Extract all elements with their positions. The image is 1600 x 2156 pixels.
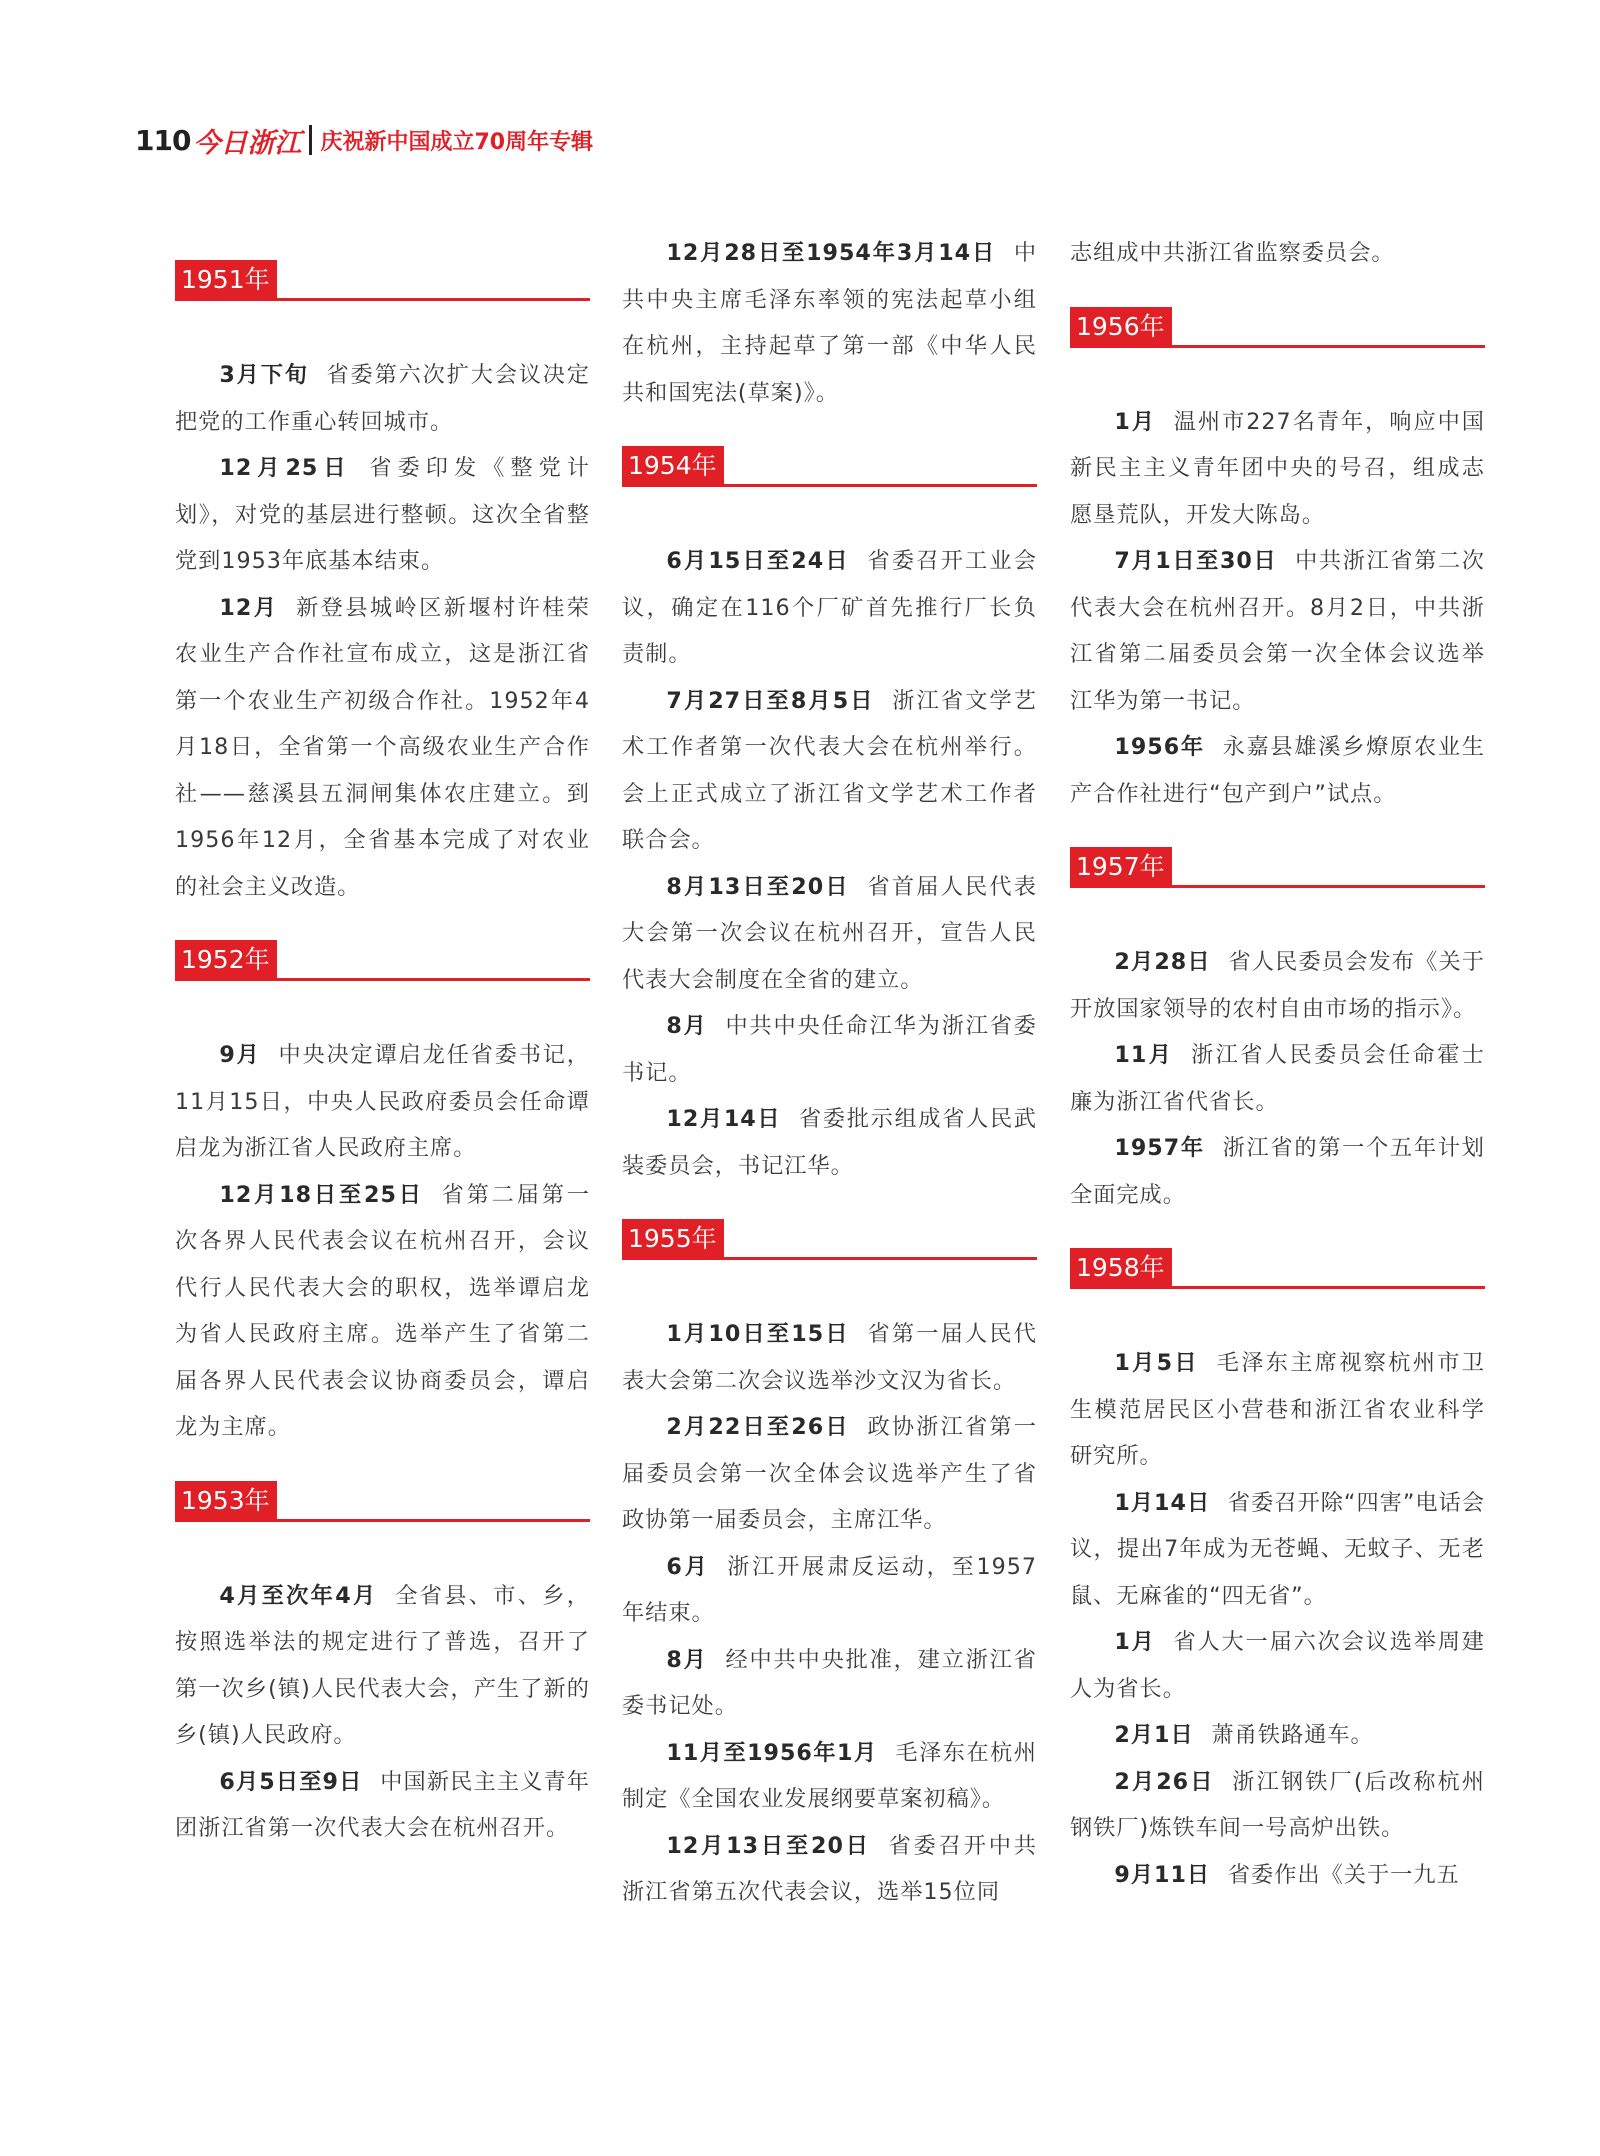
timeline-entry	[1070, 1032, 1485, 1125]
timeline-entry	[175, 1573, 590, 1759]
entry-text: 省委批示组成省人民武装委员会，书记江华。	[622, 1106, 1037, 1179]
timeline-entry	[622, 1730, 1037, 1823]
entry-text: 新登县城岭区新堰村许桂荣农业生产合作社宣布成立，这是浙江省第一个农业生产初级合作社。1952年4月18日，全省第一个高级农业生产合作社——慈溪县五洞闸集体农庄建立。到1956年12月，全省基本完成了对农业的社会主义改造。	[175, 594, 590, 900]
entry-text: 省委第六次扩大会议决定把党的工作重心转回城市。	[175, 362, 590, 435]
year-rule	[1070, 345, 1485, 348]
timeline-entry	[622, 230, 1037, 416]
year-heading	[175, 940, 590, 980]
entry-date: 8月	[666, 1646, 708, 1673]
entry-date: 12月13日至20日	[666, 1832, 871, 1859]
year-label: 1956年	[1070, 307, 1172, 347]
timeline-entry	[175, 445, 590, 585]
timeline-entry	[1070, 1759, 1485, 1852]
entry-date: 2月1日	[1114, 1722, 1194, 1748]
year-rule	[175, 298, 590, 301]
entry-date: 1月5日	[1114, 1350, 1199, 1376]
timeline-entry	[175, 1032, 590, 1172]
entry-text: 志组成中共浙江省监察委员会。	[1070, 240, 1395, 266]
timeline-entry	[1070, 1125, 1485, 1218]
year-label: 1955年	[622, 1219, 724, 1259]
year-heading	[622, 1219, 1037, 1259]
entry-date: 3月下旬	[219, 362, 309, 388]
entry-date: 11月至1956年1月	[666, 1739, 878, 1766]
timeline-entry	[622, 678, 1037, 864]
year-label: 1952年	[175, 940, 277, 980]
entry-text: 毛泽东主席视察杭州市卫生模范居民区小营巷和浙江省农业科学研究所。	[1070, 1350, 1485, 1469]
entry-text: 省首届人民代表大会第一次会议在杭州召开，宣告人民代表大会制度在全省的建立。	[622, 873, 1037, 993]
entry-date: 1月	[1114, 408, 1156, 435]
year-heading	[175, 1481, 590, 1521]
entry-text: 浙江省人民委员会任命霍士廉为浙江省代省长。	[1070, 1042, 1485, 1115]
column-2	[622, 230, 1037, 1916]
timeline-entry	[622, 1311, 1037, 1404]
column-1	[175, 230, 590, 1852]
entry-text: 省委召开工业会议，确定在116个厂矿首先推行厂长负责制。	[622, 548, 1037, 667]
year-label: 1953年	[175, 1481, 277, 1521]
year-heading	[1070, 1248, 1485, 1288]
year-rule	[175, 978, 590, 981]
timeline-entry	[1070, 1619, 1485, 1712]
entry-date: 12月14日	[666, 1106, 782, 1132]
timeline-entry	[622, 1003, 1037, 1096]
entry-text: 省委作出《关于一九五	[1227, 1861, 1460, 1888]
timeline-entry	[175, 1172, 590, 1451]
timeline-entry	[1070, 724, 1485, 817]
timeline-entry	[1070, 399, 1485, 539]
entry-text: 中央决定谭启龙任省委书记，11月15日，中央人民政府委员会任命谭启龙为浙江省人民政府主席。	[175, 1042, 590, 1161]
timeline-entry	[622, 1096, 1037, 1189]
year-rule	[1070, 1286, 1485, 1289]
year-heading	[622, 446, 1037, 486]
entry-date: 12月	[219, 594, 279, 621]
year-rule	[1070, 885, 1485, 888]
entry-date: 4月至次年4月	[219, 1582, 378, 1609]
timeline-entry	[622, 1404, 1037, 1544]
entry-date: 12月18日至25日	[219, 1181, 424, 1208]
timeline-entry	[1070, 1480, 1485, 1620]
entry-text: 萧甬铁路通车。	[1211, 1722, 1374, 1748]
entry-text: 浙江开展肃反运动，至1957年结束。	[622, 1553, 1037, 1626]
year-rule	[175, 1519, 590, 1522]
year-heading	[1070, 847, 1485, 887]
entry-date: 1957年	[1114, 1135, 1205, 1161]
entry-date: 7月27日至8月5日	[666, 687, 875, 714]
entry-text: 全省县、市、乡，按照选举法的规定进行了普选，召开了第一次乡(镇)人民代表大会，产生了新的乡(镇)人民政府。	[175, 1582, 590, 1748]
timeline-entry	[1070, 1340, 1485, 1480]
entry-text: 省委印发《整党计划》，对党的基层进行整顿。这次全省整党到1953年底基本结束。	[175, 455, 590, 574]
entry-text: 温州市227名青年，响应中国新民主主义青年团中央的号召，组成志愿垦荒队，开发大陈岛。	[1070, 408, 1485, 528]
timeline-entry	[175, 352, 590, 445]
year-label: 1951年	[175, 260, 277, 300]
timeline-entry	[622, 1637, 1037, 1730]
entry-text: 省第二届第一次各界人民代表会议在杭州召开，会议代行人民代表大会的职权，选举谭启龙为省人民政府主席。选举产生了省第二届各界人民代表会议协商委员会，谭启龙为主席。	[175, 1181, 590, 1440]
timeline-entry	[1070, 230, 1485, 277]
year-label: 1954年	[622, 446, 724, 486]
year-rule	[622, 484, 1037, 487]
entry-text: 省人民委员会发布《关于开放国家领导的农村自由市场的指示》。	[1070, 949, 1485, 1022]
entry-date: 8月13日至20日	[666, 873, 850, 900]
entry-text: 中共中央主席毛泽东率领的宪法起草小组在杭州，主持起草了第一部《中华人民共和国宪法(草案)》。	[622, 240, 1037, 406]
entry-text: 浙江钢铁厂(后改称杭州钢铁厂)炼铁车间一号高炉出铁。	[1070, 1768, 1485, 1841]
entry-date: 7月1日至30日	[1114, 548, 1278, 574]
entry-date: 12月25日	[219, 455, 352, 481]
entry-text: 中国新民主主义青年团浙江省第一次代表大会在杭州召开。	[175, 1768, 590, 1841]
entry-text: 省委召开中共浙江省第五次代表会议，选举15位同	[622, 1832, 1037, 1905]
timeline-entry	[622, 864, 1037, 1004]
entry-date: 2月22日至26日	[666, 1414, 850, 1440]
year-heading	[1070, 307, 1485, 347]
entry-text: 永嘉县雄溪乡燎原农业生产合作社进行“包产到户”试点。	[1070, 734, 1485, 807]
entry-text: 浙江省文学艺术工作者第一次代表大会在杭州举行。会上正式成立了浙江省文学艺术工作者联合会。	[622, 687, 1037, 853]
entry-text: 省第一届人民代表大会第二次会议选举沙文汉为省长。	[622, 1321, 1037, 1394]
timeline-entry	[1070, 1852, 1485, 1899]
timeline-entry	[622, 538, 1037, 678]
page-header	[135, 120, 593, 160]
year-heading	[175, 260, 590, 300]
entry-text: 浙江省的第一个五年计划全面完成。	[1070, 1135, 1485, 1208]
entry-date: 9月11日	[1114, 1861, 1211, 1888]
entry-text: 省人大一届六次会议选举周建人为省长。	[1070, 1629, 1485, 1702]
year-label: 1957年	[1070, 847, 1172, 887]
entry-date: 1月	[1114, 1629, 1156, 1655]
entry-date: 2月28日	[1114, 949, 1211, 975]
magazine-logo: 今日浙江	[193, 127, 302, 159]
entry-date: 1月14日	[1114, 1489, 1211, 1516]
timeline-entry	[175, 585, 590, 911]
entry-text: 经中共中央批准，建立浙江省委书记处。	[622, 1646, 1037, 1719]
year-label: 1958年	[1070, 1248, 1172, 1288]
header-divider	[309, 125, 312, 155]
entry-text: 省委召开除“四害”电话会议，提出7年成为无苍蝇、无蚊子、无老鼠、无麻雀的“四无省”。	[1070, 1489, 1485, 1609]
column-3	[1070, 230, 1485, 1898]
entry-date: 1956年	[1114, 734, 1205, 760]
special-issue-title: 庆祝新中国成立70周年专辑	[320, 129, 594, 155]
entry-text: 中共中央任命江华为浙江省委书记。	[622, 1013, 1037, 1086]
page-number: 110	[135, 123, 191, 157]
entry-date: 1月10日至15日	[666, 1321, 850, 1347]
year-rule	[622, 1257, 1037, 1260]
timeline-entry	[1070, 939, 1485, 1032]
timeline-entry	[622, 1544, 1037, 1637]
timeline-entry	[1070, 538, 1485, 724]
entry-date: 8月	[666, 1013, 708, 1039]
entry-text: 中共浙江省第二次代表大会在杭州召开。8月2日，中共浙江省第二届委员会第一次全体会议选举江华为第一书记。	[1070, 548, 1485, 714]
entry-date: 6月15日至24日	[666, 548, 850, 574]
entry-text: 政协浙江省第一届委员会第一次全体会议选举产生了省政协第一届委员会，主席江华。	[622, 1414, 1037, 1533]
entry-date: 6月5日至9日	[219, 1768, 363, 1795]
entry-date: 9月	[219, 1042, 261, 1068]
timeline-entry	[175, 1759, 590, 1852]
entry-date: 12月28日至1954年3月14日	[666, 240, 997, 266]
timeline-entry	[622, 1823, 1037, 1916]
timeline-entry	[1070, 1712, 1485, 1759]
entry-date: 6月	[666, 1553, 710, 1580]
entry-date: 11月	[1114, 1042, 1174, 1068]
entry-text: 毛泽东在杭州制定《全国农业发展纲要草案初稿》。	[622, 1739, 1037, 1812]
entry-date: 2月26日	[1114, 1768, 1215, 1795]
